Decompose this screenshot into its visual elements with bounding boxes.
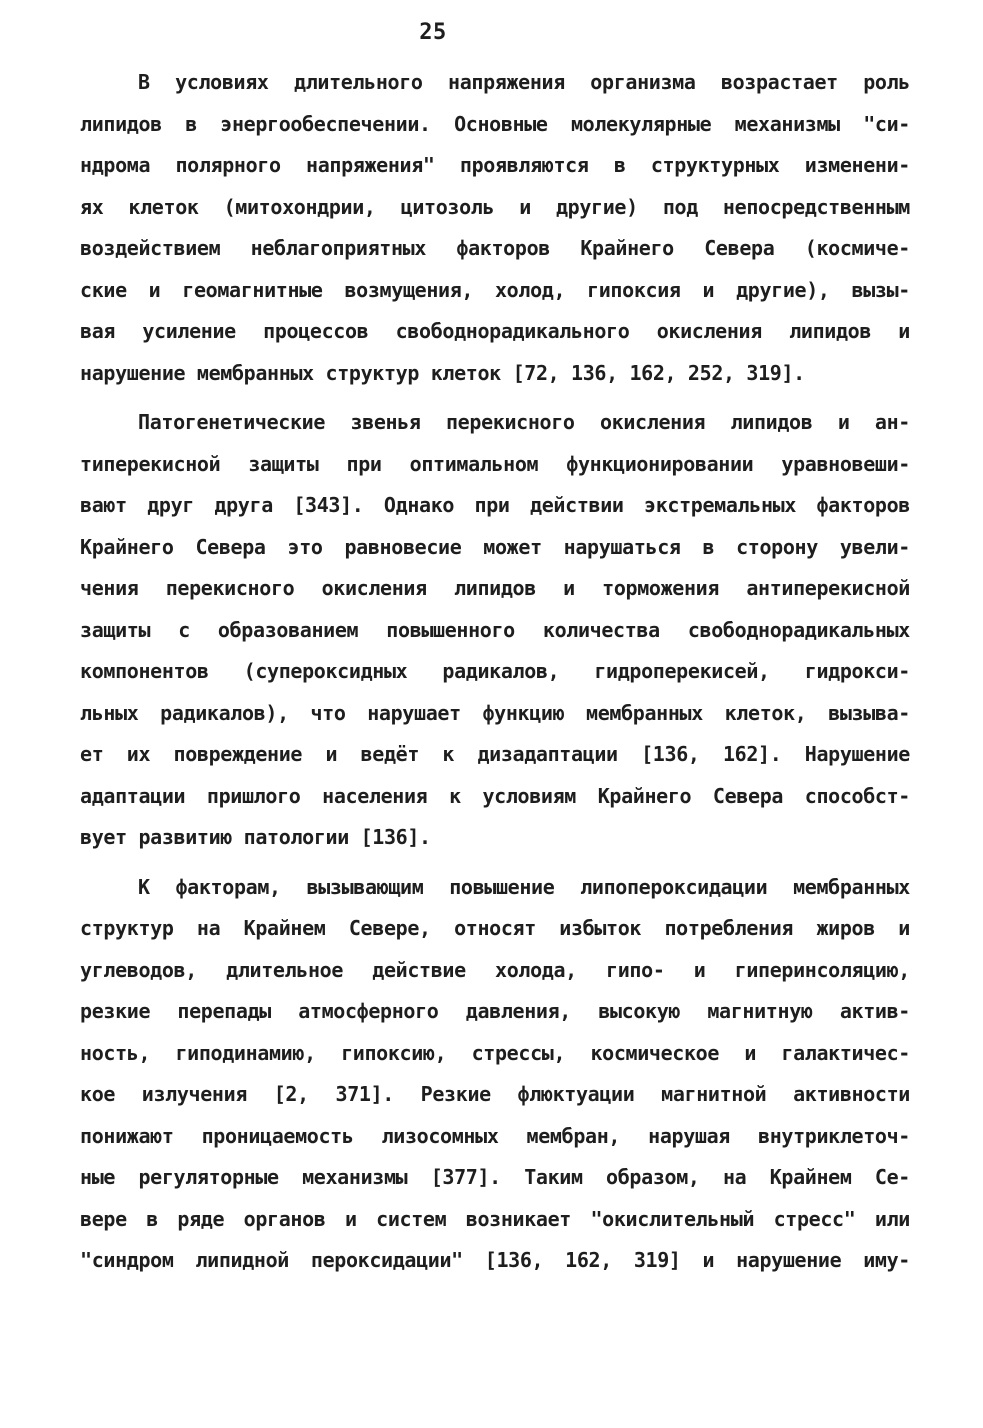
text-line: ность, гиподинамию, гипоксию, стрессы, космическое и галактичес- <box>80 1040 910 1065</box>
text-line: вая усиление процессов свободнорадикального окисления липидов и <box>80 319 910 343</box>
text-line: В условиях длительного напряжения организма возрастает роль <box>138 70 910 94</box>
text-line: чения перекисного окисления липидов и торможения антиперекисной <box>80 576 910 600</box>
text-line: компонентов (супероксидных радикалов, гидроперекисей, гидрокси- <box>80 659 910 683</box>
text-line: вере в ряде органов и систем возникает "окислительный стресс" или <box>80 1206 910 1231</box>
text-line: адаптации пришлого населения к условиям Крайнего Севера способст- <box>80 783 910 808</box>
text-line: ет их повреждение и ведёт к дизадаптации [136, 162]. Нарушение <box>80 742 910 766</box>
text-line: Патогенетические звенья перекисного окисления липидов и ан- <box>138 410 910 434</box>
body-text <box>80 62 910 1282</box>
text-line: резкие перепады атмосферного давления, высокую магнитную актив- <box>80 999 910 1023</box>
text-line: К факторам, вызывающим повышение липопероксидации мембранных <box>138 874 910 899</box>
text-line: углеводов, длительное действие холода, гипо- и гиперинсоляцию, <box>80 957 910 982</box>
text-line: ях клеток (митохондрии, цитозоль и другие) под непосредственным <box>80 194 910 219</box>
text-line: льных радикалов), что нарушает функцию мембранных клеток, вызыва- <box>80 700 910 725</box>
text-line: нарушение мембранных структур клеток [72, 136, 162, 252, 319]. <box>80 360 805 385</box>
text-line: кое излучения [2, 371]. Резкие флюктуации магнитной активности <box>80 1082 910 1106</box>
text-line: типерекисной защиты при оптимальном функционировании уравновеши- <box>80 451 910 476</box>
page-number: 25 <box>419 20 447 45</box>
text-line: вует развитию патологии [136]. <box>80 825 431 849</box>
paragraph-2 <box>80 402 910 859</box>
text-line: воздействием неблагоприятных факторов Крайнего Севера (космиче- <box>80 236 910 260</box>
text-line: понижают проницаемость лизосомных мембран, нарушая внутриклеточ- <box>80 1123 910 1148</box>
text-line: вают друг друга [343]. Однако при действии экстремальных факторов <box>80 493 910 517</box>
text-line: Крайнего Севера это равновесие может нарушаться в сторону увели- <box>80 534 910 559</box>
text-line: структур на Крайнем Севере, относят избыток потребления жиров и <box>80 916 910 940</box>
text-line: ные регуляторные механизмы [377]. Таким образом, на Крайнем Се- <box>80 1165 910 1189</box>
paragraph-3 <box>80 867 910 1282</box>
text-line: "синдром липидной пероксидации" [136, 162, 319] и нарушение иму- <box>80 1248 910 1272</box>
paragraph-1 <box>80 62 910 394</box>
text-line: ндрома полярного напряжения" проявляются в структурных изменени- <box>80 153 910 177</box>
text-line: защиты с образованием повышенного количества свободнорадикальных <box>80 617 910 642</box>
text-line: ские и геомагнитные возмущения, холод, гипоксия и другие), вызы- <box>80 277 910 302</box>
text-line: липидов в энергообеспечении. Основные молекулярные механизмы "си- <box>80 111 910 136</box>
